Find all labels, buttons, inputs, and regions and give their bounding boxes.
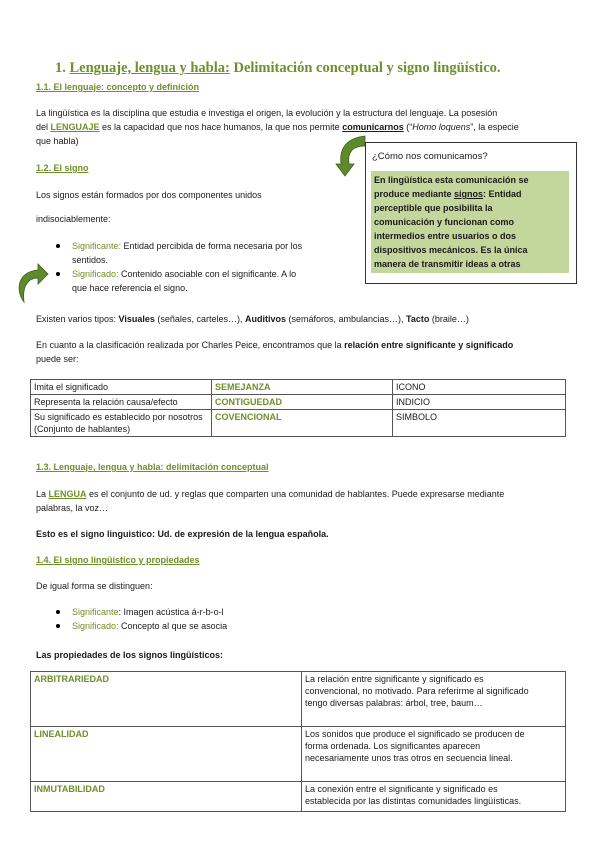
callout-question: ¿Cómo nos comunicamos? — [372, 151, 488, 162]
text-line — [36, 120, 576, 134]
bullet-icon — [56, 272, 60, 276]
text-span: Contenido asociable con el significante. A lo — [118, 269, 297, 279]
paragraph-peirce — [36, 338, 576, 366]
label-significante: Significante: — [72, 241, 122, 251]
table-row — [31, 782, 566, 812]
text-span: produce mediante — [374, 189, 455, 199]
table-cell: INDICIO — [393, 395, 566, 410]
paragraph-tipos — [36, 312, 469, 326]
text-span: sentidos. — [72, 255, 109, 265]
text-span: ”, la especie — [470, 122, 519, 132]
text-line: Los sonidos que produce el significado se producen de — [305, 729, 525, 739]
text-span: : Entidad — [483, 189, 522, 199]
table-cell: COVENCIONAL — [212, 410, 393, 437]
term-lenguaje: LENGUAJE — [50, 122, 100, 132]
bullet-icon — [56, 610, 60, 614]
text-span: Entidad percibida de forma necesaria por los — [121, 241, 303, 251]
text-span: (braile…) — [429, 314, 469, 324]
text-span: (“ — [403, 122, 413, 132]
table-cell: ICONO — [393, 380, 566, 395]
text-span: La — [36, 489, 49, 499]
text-line: puede ser: — [36, 354, 79, 364]
heading-1-4: 1.4. El signo lingüístico y propiedades — [36, 555, 200, 565]
table-row — [31, 380, 566, 395]
text-line: manera de transmitir ideas a otras — [374, 259, 521, 269]
callout-answer — [371, 171, 569, 273]
label-significado: Significado: — [72, 269, 119, 279]
curved-arrow-icon — [14, 262, 50, 304]
term-signos: signos — [454, 189, 484, 199]
text-line: comunicación y funcionan como — [374, 217, 515, 227]
paragraph-indisociable: indisociablemente: — [36, 214, 111, 224]
text-line: dispositivos mecánicos. Es la única — [374, 245, 528, 255]
paragraph-propiedades: Las propiedades de los signos lingüísticos: — [36, 650, 224, 660]
text-span: es la capacidad que nos hace humanos, la que nos permite — [99, 122, 343, 132]
table-cell: LINEALIDAD — [31, 727, 302, 782]
text-span: : Imagen acústica á-r-b-o-l — [118, 607, 224, 617]
table-cell: ARBITRARIEDAD — [31, 672, 302, 727]
text-line: necesariamente unos tras otros en secuencia lineal. — [305, 753, 513, 763]
text-line: palabras, la voz… — [36, 503, 109, 513]
text-span: Esto es el signo linguistico: — [36, 529, 156, 539]
term-lengua: LENGUA — [48, 489, 87, 499]
heading-1-3: 1.3. Lenguaje, lengua y habla: delimitación conceptual — [36, 462, 269, 472]
table-row — [31, 727, 566, 782]
bullet-icon — [56, 624, 60, 628]
table-cell — [302, 672, 566, 727]
list-item — [72, 267, 342, 295]
label-significado: Significado: — [72, 621, 119, 631]
text-span: es el conjunto de ud. y reglas que comparten una comunidad de hablantes. Puede expresarse mediante — [86, 489, 505, 499]
table-cell: Representa la relación causa/efecto — [31, 395, 212, 410]
text-span: En cuanto a la clasificación realizada por Charles Peice, encontramos que la — [36, 340, 345, 350]
type-auditivos: Auditivos — [244, 314, 286, 324]
text-line: intermedios entre usuarios o dos — [374, 231, 517, 241]
paragraph-lengua — [36, 487, 576, 515]
text-line: tengo diversas palabras: árbol, tree, baum… — [305, 698, 483, 708]
heading-1-2: 1.2. El signo — [36, 163, 89, 173]
text-line: convencional, no motivado. Para referirme al significado — [305, 686, 529, 696]
text-line — [374, 187, 566, 201]
text-line — [36, 487, 576, 501]
term-homo-loquens: Homo loquens — [412, 122, 471, 132]
text-line: perceptible que posibilita la — [374, 203, 493, 213]
text-span: Ud. de expresión de la lengua española. — [155, 529, 329, 539]
table-propiedades — [30, 671, 566, 812]
text-line: La lingüística es la disciplina que estudia e investiga el origen, la evolución y la estructura del lenguaje. La posesión — [36, 108, 498, 118]
paragraph-distinguen: De igual forma se distinguen: — [36, 581, 153, 591]
paragraph-signos: Los signos están formados por dos componentes unidos — [36, 190, 262, 200]
table-cell: Imita el significado — [31, 380, 212, 395]
callout-box — [365, 142, 577, 284]
paragraph-signo-linguistico — [36, 527, 329, 541]
text-span: (señales, carteles…), — [154, 314, 245, 324]
type-visuales: Visuales — [118, 314, 155, 324]
table-row — [31, 410, 566, 437]
heading-1-1: 1.1. El lenguaje: concepto y definición — [36, 82, 200, 92]
page-title — [55, 60, 501, 77]
table-cell: INMUTABILIDAD — [31, 782, 302, 812]
table-cell: CONTIGUEDAD — [212, 395, 393, 410]
label-significante: Significante — [72, 607, 119, 617]
bullet-icon — [56, 244, 60, 248]
table-cell: SEMEJANZA — [212, 380, 393, 395]
term-comunicarnos: comunicarnos — [342, 122, 404, 132]
text-span: (semáforos, ambulancias…), — [285, 314, 407, 324]
table-cell — [302, 727, 566, 782]
curved-arrow-icon — [335, 134, 369, 178]
list-item — [72, 619, 372, 633]
table-cell — [302, 782, 566, 812]
text-line: establecida por las distintas comunidades lingüísticas. — [305, 796, 522, 806]
list-signo-components — [72, 239, 342, 295]
table-row — [31, 395, 566, 410]
text-line: forma ordenada. Los significantes aparecen — [305, 741, 481, 751]
list-distinciones — [72, 605, 372, 633]
table-cell: Su significado es establecido por nosotros (Conjunto de hablantes) — [31, 410, 212, 437]
list-item — [72, 239, 342, 267]
title-number: 1. — [55, 60, 66, 76]
text-span: del — [36, 122, 51, 132]
text-line: La relación entre significante y significado es — [305, 674, 484, 684]
text-line — [36, 338, 576, 352]
text-line: que habla) — [36, 136, 79, 146]
text-span: Concepto al que se asocia — [118, 621, 228, 631]
table-cell: SIMBOLO — [393, 410, 566, 437]
list-item — [72, 605, 372, 619]
text-span: Existen varios tipos: — [36, 314, 119, 324]
text-line: En lingüística esta comunicación se — [374, 175, 529, 185]
type-tacto: Tacto — [406, 314, 430, 324]
text-line: La conexión entre el significante y significado es — [305, 784, 498, 794]
text-span: relación entre significante y significado — [344, 340, 514, 350]
table-relacion — [30, 379, 566, 437]
title-rest: Delimitación conceptual y signo lingüístico. — [229, 60, 501, 76]
text-span: que hace referencia el signo. — [72, 283, 188, 293]
title-underlined: Lenguaje, lengua y habla: — [69, 60, 230, 76]
table-row — [31, 672, 566, 727]
